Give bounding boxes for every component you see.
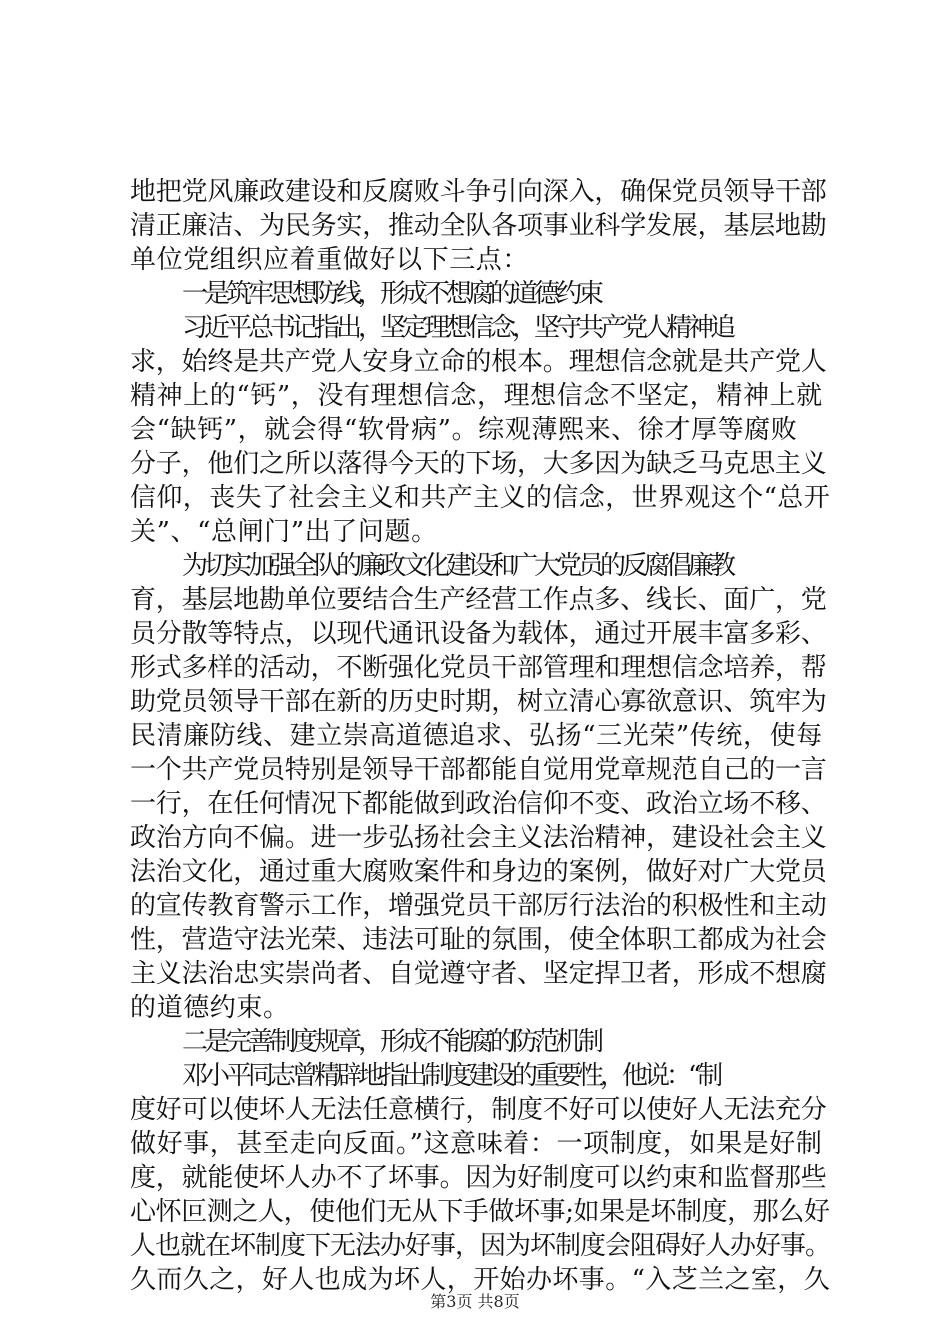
text-line: 的宣传教育警示工作，增强党员干部厉行法治的积极性和主动 [130,891,827,921]
section-heading: 一是筑牢思想防线，形成不想腐的道德约束 [182,279,601,309]
text-line: 育，基层地勘单位要结合生产经营工作点多、线长、面广，党 [130,585,827,615]
text-line: 为切实加强全队的廉政文化建设和广大党员的反腐倡廉教 [182,551,733,581]
text-line: 心怀叵测之人，使他们无从下手做坏事;如果是坏制度，那么好 [130,1197,830,1227]
text-line: 关”、“总闸门”出了问题。 [130,517,438,547]
text-line: 久而久之，好人也成为坏人，开始办坏事。“入芝兰之室，久 [130,1265,831,1295]
text-line: 一个共产党员特别是领导干部都能自觉用党章规范自己的一言 [130,755,827,785]
text-line: 单位党组织应着重做好以下三点： [130,245,530,275]
text-line: 会“缺钙”，就会得“软骨病”。综观薄熙来、徐才厚等腐败 [130,415,798,445]
text-line: 民清廉防线、建立崇高道德追求、弘扬“三光荣”传统，使每 [130,721,823,751]
text-line: 人也就在坏制度下无法办好事，因为坏制度会阻碍好人办好事。 [130,1231,831,1261]
text-line: 助党员领导干部在新的历史时期，树立清心寡欲意识、筑牢为 [130,687,827,717]
page-number-footer: 第3页 共8页 [430,1292,520,1311]
text-line: 习近平总书记指出，坚定理想信念，坚守共产党人精神追 [182,313,733,343]
text-line: 法治文化，通过重大腐败案件和身边的案例，做好对广大党员 [130,857,827,887]
section-heading: 二是完善制度规章，形成不能腐的防范机制 [182,1027,601,1057]
text-line: 分子，他们之所以落得今天的下场，大多因为缺乏马克思主义 [130,449,827,479]
text-line: 政治方向不偏。进一步弘扬社会主义法治精神，建设社会主义 [130,823,827,853]
text-line: 度好可以使坏人无法任意横行，制度不好可以使好人无法充分 [130,1095,827,1125]
text-line: 地把党风廉政建设和反腐败斗争引向深入，确保党员领导干部 [130,177,827,207]
text-line: 信仰，丧失了社会主义和共产主义的信念，世界观这个“总开 [130,483,831,513]
text-line: 主义法治忠实崇尚者、自觉遵守者、坚定捍卫者，形成不想腐 [130,959,827,989]
text-line: 精神上的“钙”，没有理想信念，理想信念不坚定，精神上就 [130,381,823,411]
text-line: 度，就能使坏人办不了坏事。因为好制度可以约束和监督那些 [130,1163,827,1193]
text-line: 的道德约束。 [130,993,290,1023]
text-line: 一行，在任何情况下都能做到政治信仰不变、政治立场不移、 [130,789,827,819]
text-line: 性，营造守法光荣、违法可耻的氛围，使全体职工都成为社会 [130,925,827,955]
text-line: 员分散等特点，以现代通讯设备为载体，通过开展丰富多彩、 [130,619,827,649]
text-line: 邓小平同志曾精辟地指出制度建设的重要性，他说：“制 [182,1061,720,1091]
text-line: 求，始终是共产党人安身立命的根本。理想信念就是共产党人 [130,347,827,377]
text-line: 清正廉洁、为民务实，推动全队各项事业科学发展，基层地勘 [130,211,827,241]
text-line: 做好事，甚至走向反面。”这意味着：一项制度，如果是好制 [130,1129,823,1159]
text-line: 形式多样的活动，不断强化党员干部管理和理想信念培养，帮 [130,653,827,683]
